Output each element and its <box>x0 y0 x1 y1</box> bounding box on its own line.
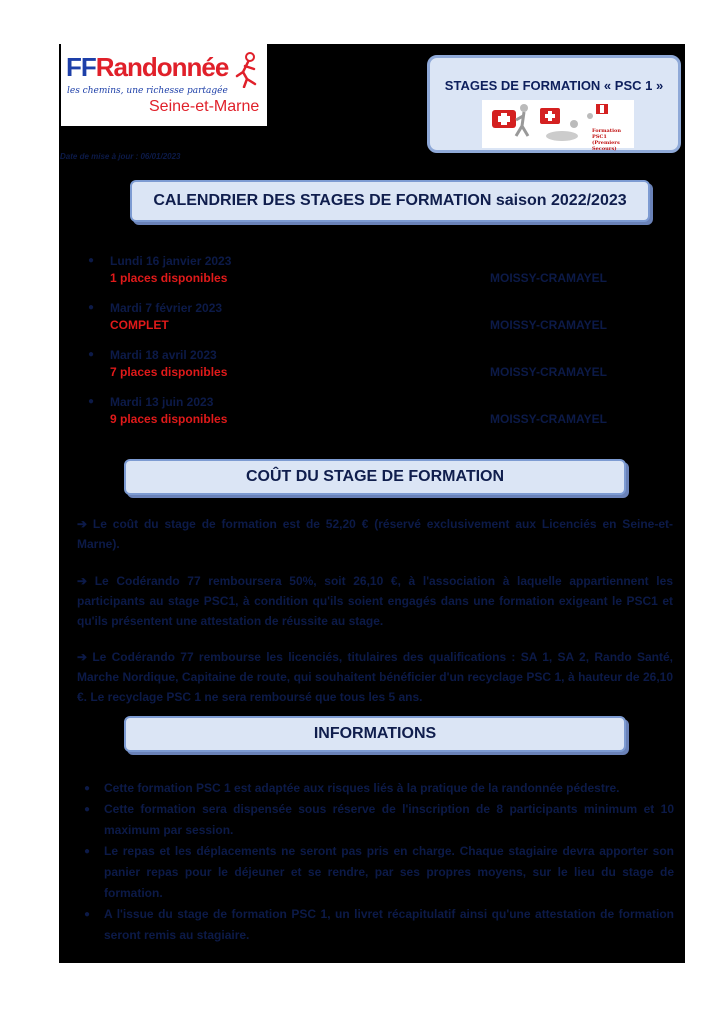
session-places: 9 places disponibles <box>110 412 228 426</box>
session-places: 1 places disponibles <box>110 271 228 285</box>
calendar-item <box>88 395 628 442</box>
session-location: MOISSY-CRAMAYEL <box>490 412 607 426</box>
logo-ff: FF <box>66 52 96 82</box>
info-header: INFORMATIONS <box>124 716 626 752</box>
info-list <box>84 778 674 946</box>
update-date: Date de mise à jour : 06/01/2023 <box>60 152 181 161</box>
calendar-header: CALENDRIER DES STAGES DE FORMATION saison 2022/2023 <box>130 180 650 222</box>
cost-header: COÛT DU STAGE DE FORMATION <box>124 459 626 495</box>
logo-tagline: les chemins, une richesse partagée <box>67 86 228 96</box>
info-item <box>84 778 674 799</box>
session-date: Mardi 18 avril 2023 <box>110 348 217 362</box>
bullet-icon: ● <box>84 783 91 794</box>
session-location: MOISSY-CRAMAYEL <box>490 318 607 332</box>
bullet-icon: ● <box>84 804 91 815</box>
bullet-icon: ● <box>84 846 91 857</box>
logo-department: Seine-et-Marne <box>149 98 260 115</box>
badge-caption-line1: Formation PSC1 <box>592 128 621 140</box>
calendar-item <box>88 301 628 348</box>
session-places: COMPLET <box>110 318 169 332</box>
info-text: Le repas et les déplacements ne seront pas pris en charge. Chaque stagiaire devra apporter son panier repas pour le déjeuner et se rendre, par ses propres moyens, sur le lieu du stage de formation. <box>104 844 674 900</box>
calendar-item <box>88 254 628 301</box>
badge-caption-line2: (Premiers Secours) <box>592 140 620 152</box>
info-text: Cette formation sera dispensée sous réserve de l'inscription de 8 participants minimum et 10 maximum par session. <box>104 802 674 837</box>
session-date: Mardi 13 juin 2023 <box>110 395 214 409</box>
info-item <box>84 841 674 904</box>
ffrandonnee-logo <box>61 44 267 126</box>
psc1-badge <box>427 55 681 153</box>
cost-paragraph-3: ➔ Le Codérando 77 rembourse les licenciés, titulaires des qualifications : SA 1, SA 2, Rando Santé, Marche Nordique, Capitaine de route, qui souhaitent bénéficier d'un recyclage PSC 1, à hauteur de 26,10 €. Le recyclage PSC 1 ne sera remboursé que tous les 5 ans. <box>77 650 673 704</box>
logo-randonnee: Randonnée <box>95 52 229 82</box>
hiker-icon <box>231 52 261 88</box>
calendar-item <box>88 348 628 395</box>
badge-title: STAGES DE FORMATION « PSC 1 » <box>444 78 664 93</box>
info-item <box>84 799 674 841</box>
logo-brand <box>66 52 228 83</box>
info-item <box>84 904 674 946</box>
session-location: MOISSY-CRAMAYEL <box>490 365 607 379</box>
cost-paragraph-1: ➔ Le coût du stage de formation est de 52,20 € (réservé exclusivement aux Licenciés en Seine-et-Marne). <box>77 517 673 551</box>
session-date: Mardi 7 février 2023 <box>110 301 223 315</box>
first-aid-illustration <box>482 100 634 152</box>
session-places: 7 places disponibles <box>110 365 228 379</box>
cost-paragraph-2: ➔ Le Codérando 77 remboursera 50%, soit 26,10 €, à l'association à laquelle appartiennent les participants au stage PSC1, à condition qu'ils soient engagés dans une formation exigeant le PSC1 et qu'ils présentent une attestation de réussite au stage. <box>77 574 673 628</box>
bullet-icon: ● <box>84 909 91 920</box>
badge-caption <box>592 128 634 152</box>
info-text: Cette formation PSC 1 est adaptée aux risques liés à la pratique de la randonnée pédestre. <box>104 781 620 795</box>
bullet-icon: ● <box>88 349 95 360</box>
session-location: MOISSY-CRAMAYEL <box>490 271 607 285</box>
bullet-icon: ● <box>88 396 95 407</box>
info-text: A l'issue du stage de formation PSC 1, un livret récapitulatif ainsi qu'une attestation de formation seront remis au stagiaire. <box>104 907 674 942</box>
session-date: Lundi 16 janvier 2023 <box>110 254 232 268</box>
bullet-icon: ● <box>88 302 95 313</box>
calendar-list <box>88 254 628 442</box>
bullet-icon: ● <box>88 255 95 266</box>
